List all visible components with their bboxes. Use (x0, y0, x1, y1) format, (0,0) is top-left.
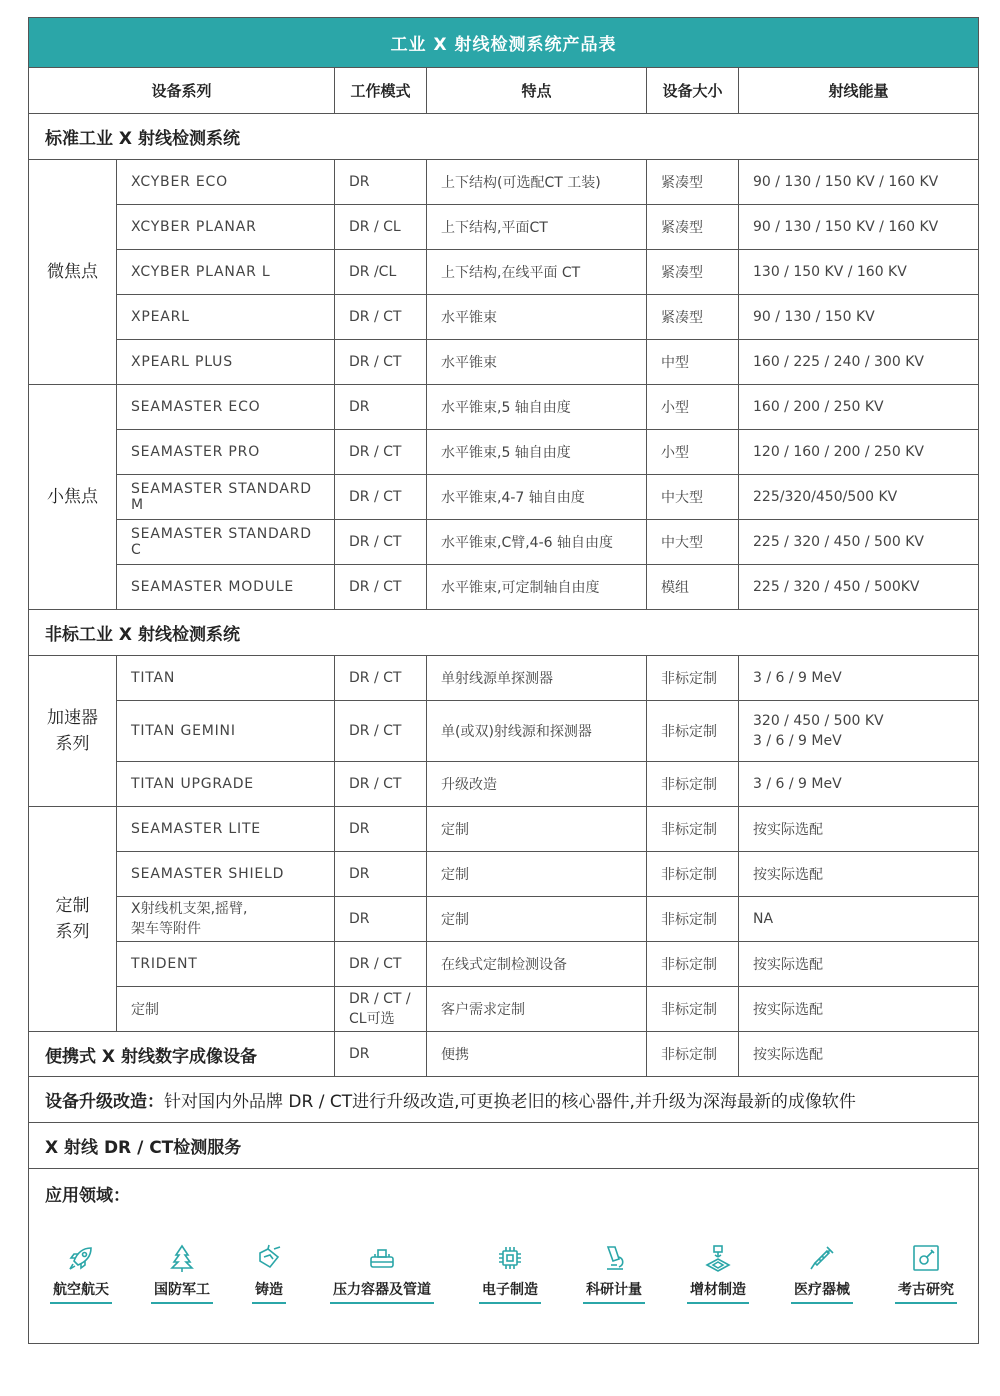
mode-cell: DR / CT (335, 762, 427, 807)
casting-icon (254, 1243, 284, 1273)
model-cell: TITAN UPGRADE (117, 762, 335, 807)
energy-line: 320 / 450 / 500 KV (753, 713, 884, 729)
group-accelerator-line2: 系列 (55, 734, 90, 754)
size-cell: 紧凑型 (647, 160, 739, 205)
model-cell: TRIDENT (117, 942, 335, 987)
feature-cell: 定制 (427, 852, 647, 897)
feature-cell: 便携 (427, 1032, 647, 1077)
model-cell: SEAMASTER STANDARD C (117, 520, 335, 565)
app-defense (144, 1243, 220, 1304)
portable-label: 便携式 X 射线数字成像设备 (29, 1032, 335, 1077)
energy-cell: NA (739, 897, 979, 942)
size-cell: 紧凑型 (647, 205, 739, 250)
table-row (29, 475, 979, 520)
section-standard: 标准工业 X 射线检测系统 (29, 114, 979, 160)
model-cell: TITAN (117, 656, 335, 701)
header-size: 设备大小 (647, 68, 739, 114)
model-cell: XCYBER PLANAR (117, 205, 335, 250)
mode-cell: DR / CT (335, 295, 427, 340)
mode-cell: DR (335, 897, 427, 942)
app-electronics (471, 1243, 549, 1304)
table-row (29, 701, 979, 762)
chip-icon (495, 1243, 525, 1273)
archaeology-icon (911, 1243, 941, 1273)
app-aerospace (43, 1243, 119, 1304)
app-metrology (575, 1243, 653, 1304)
rocket-icon (66, 1243, 96, 1273)
app-label: 考古研究 (895, 1279, 957, 1304)
feature-cell: 水平锥束,5 轴自由度 (427, 430, 647, 475)
model-cell: TITAN GEMINI (117, 701, 335, 762)
mode-cell: DR / CT (335, 656, 427, 701)
table-row (29, 205, 979, 250)
size-cell: 中大型 (647, 520, 739, 565)
energy-cell: 3 / 6 / 9 MeV (739, 762, 979, 807)
table-row (29, 942, 979, 987)
mode-cell: DR /CL (335, 250, 427, 295)
mode-cell (335, 987, 427, 1032)
feature-cell: 上下结构,平面CT (427, 205, 647, 250)
table-row (29, 987, 979, 1032)
energy-cell: 按实际选配 (739, 807, 979, 852)
size-cell: 中大型 (647, 475, 739, 520)
size-cell: 紧凑型 (647, 250, 739, 295)
energy-cell: 160 / 225 / 240 / 300 KV (739, 340, 979, 385)
energy-cell: 按实际选配 (739, 987, 979, 1032)
mode-line: CL可选 (349, 1011, 395, 1027)
size-cell: 非标定制 (647, 656, 739, 701)
size-cell: 非标定制 (647, 1032, 739, 1077)
mode-cell: DR / CT (335, 520, 427, 565)
upgrade-label: 设备升级改造： (45, 1092, 164, 1112)
feature-cell: 客户需求定制 (427, 987, 647, 1032)
size-cell: 非标定制 (647, 987, 739, 1032)
mode-cell: DR / CT (335, 565, 427, 610)
energy-cell: 按实际选配 (739, 1032, 979, 1077)
mode-cell: DR (335, 160, 427, 205)
mode-line: DR / CT / (349, 991, 411, 1007)
model-cell: XPEARL (117, 295, 335, 340)
service-row: X 射线 DR / CT检测服务 (29, 1123, 979, 1169)
app-label: 铸造 (252, 1279, 286, 1304)
feature-cell: 定制 (427, 807, 647, 852)
applications-area (29, 1169, 979, 1344)
printer-icon (703, 1243, 733, 1273)
energy-cell: 按实际选配 (739, 942, 979, 987)
section-nonstandard: 非标工业 X 射线检测系统 (29, 610, 979, 656)
model-line: X射线机支架,摇臂, (131, 901, 248, 917)
mode-cell: DR / CT (335, 701, 427, 762)
app-casting (243, 1243, 295, 1304)
header-feature: 特点 (427, 68, 647, 114)
size-cell: 非标定制 (647, 807, 739, 852)
mode-cell: DR (335, 385, 427, 430)
table-row (29, 340, 979, 385)
table-row (29, 520, 979, 565)
model-cell: SEAMASTER LITE (117, 807, 335, 852)
model-cell: SEAMASTER SHIELD (117, 852, 335, 897)
size-cell: 模组 (647, 565, 739, 610)
applications-label: 应用领域： (45, 1186, 130, 1206)
size-cell: 小型 (647, 430, 739, 475)
feature-cell: 上下结构(可选配CT 工装) (427, 160, 647, 205)
tree-icon (167, 1243, 197, 1273)
app-label: 科研计量 (583, 1279, 645, 1304)
header-energy: 射线能量 (739, 68, 979, 114)
mode-cell: DR / CT (335, 430, 427, 475)
model-cell: 定制 (117, 987, 335, 1032)
feature-cell: 升级改造 (427, 762, 647, 807)
energy-line: 3 / 6 / 9 MeV (753, 733, 842, 749)
app-label: 压力容器及管道 (330, 1279, 434, 1304)
table-row (29, 897, 979, 942)
energy-cell: 225 / 320 / 450 / 500 KV (739, 520, 979, 565)
size-cell: 非标定制 (647, 762, 739, 807)
model-cell: SEAMASTER STANDARD M (117, 475, 335, 520)
table-row (29, 852, 979, 897)
mode-cell: DR (335, 852, 427, 897)
table-row (29, 160, 979, 205)
feature-cell: 定制 (427, 897, 647, 942)
table-row (29, 295, 979, 340)
feature-cell: 水平锥束,4-7 轴自由度 (427, 475, 647, 520)
table-row (29, 1032, 979, 1077)
app-label: 增材制造 (687, 1279, 749, 1304)
app-medical (783, 1243, 861, 1304)
model-cell: SEAMASTER ECO (117, 385, 335, 430)
energy-cell: 225/320/450/500 KV (739, 475, 979, 520)
size-cell: 非标定制 (647, 897, 739, 942)
size-cell: 小型 (647, 385, 739, 430)
energy-cell: 90 / 130 / 150 KV / 160 KV (739, 205, 979, 250)
app-pressure-vessel (321, 1243, 443, 1304)
size-cell: 紧凑型 (647, 295, 739, 340)
feature-cell: 单(或双)射线源和探测器 (427, 701, 647, 762)
feature-cell: 水平锥束,C臂,4-6 轴自由度 (427, 520, 647, 565)
table-row (29, 250, 979, 295)
upgrade-text: 针对国内外品牌 DR / CT进行升级改造,可更换老旧的核心器件,并升级为深海最新的成像软件 (164, 1092, 856, 1112)
size-cell: 非标定制 (647, 942, 739, 987)
group-accelerator-line1: 加速器 (47, 708, 98, 728)
size-cell: 非标定制 (647, 852, 739, 897)
energy-cell: 160 / 200 / 250 KV (739, 385, 979, 430)
header-series: 设备系列 (29, 68, 335, 114)
table-row (29, 430, 979, 475)
feature-cell: 上下结构,在线平面 CT (427, 250, 647, 295)
microscope-icon (599, 1243, 629, 1273)
group-custom-line1: 定制 (55, 896, 90, 916)
group-micro-focus: 微焦点 (29, 160, 117, 385)
app-additive (679, 1243, 757, 1304)
model-line: 架车等附件 (131, 921, 201, 937)
feature-cell: 水平锥束,可定制轴自由度 (427, 565, 647, 610)
pipe-icon (367, 1243, 397, 1273)
table-row (29, 656, 979, 701)
group-custom-line2: 系列 (55, 922, 90, 942)
energy-cell: 225 / 320 / 450 / 500KV (739, 565, 979, 610)
table-row (29, 385, 979, 430)
size-cell: 中型 (647, 340, 739, 385)
table-row (29, 807, 979, 852)
app-label: 医疗器械 (791, 1279, 853, 1304)
energy-cell: 130 / 150 KV / 160 KV (739, 250, 979, 295)
app-label: 国防军工 (151, 1279, 213, 1304)
feature-cell: 水平锥束 (427, 295, 647, 340)
model-cell: XCYBER ECO (117, 160, 335, 205)
app-label: 电子制造 (479, 1279, 541, 1304)
upgrade-row (29, 1077, 979, 1123)
group-accelerator (29, 656, 117, 807)
mode-cell: DR (335, 807, 427, 852)
model-cell: XPEARL PLUS (117, 340, 335, 385)
model-cell (117, 897, 335, 942)
mode-cell: DR / CT (335, 942, 427, 987)
table-row (29, 762, 979, 807)
mode-cell: DR / CT (335, 475, 427, 520)
energy-cell: 3 / 6 / 9 MeV (739, 656, 979, 701)
feature-cell: 单射线源单探测器 (427, 656, 647, 701)
feature-cell: 在线式定制检测设备 (427, 942, 647, 987)
mode-cell: DR / CL (335, 205, 427, 250)
app-label: 航空航天 (50, 1279, 112, 1304)
group-small-focus: 小焦点 (29, 385, 117, 610)
header-mode: 工作模式 (335, 68, 427, 114)
syringe-icon (807, 1243, 837, 1273)
size-cell: 非标定制 (647, 701, 739, 762)
group-custom (29, 807, 117, 1032)
energy-cell: 90 / 130 / 150 KV (739, 295, 979, 340)
energy-cell: 90 / 130 / 150 KV / 160 KV (739, 160, 979, 205)
feature-cell: 水平锥束 (427, 340, 647, 385)
app-archaeology (887, 1243, 965, 1304)
table-title: 工业 X 射线检测系统产品表 (29, 18, 979, 68)
model-cell: SEAMASTER PRO (117, 430, 335, 475)
energy-cell (739, 701, 979, 762)
table-row (29, 565, 979, 610)
mode-cell: DR (335, 1032, 427, 1077)
mode-cell: DR / CT (335, 340, 427, 385)
energy-cell: 120 / 160 / 200 / 250 KV (739, 430, 979, 475)
product-table (28, 17, 979, 1344)
feature-cell: 水平锥束,5 轴自由度 (427, 385, 647, 430)
energy-cell: 按实际选配 (739, 852, 979, 897)
model-cell: XCYBER PLANAR L (117, 250, 335, 295)
model-cell: SEAMASTER MODULE (117, 565, 335, 610)
